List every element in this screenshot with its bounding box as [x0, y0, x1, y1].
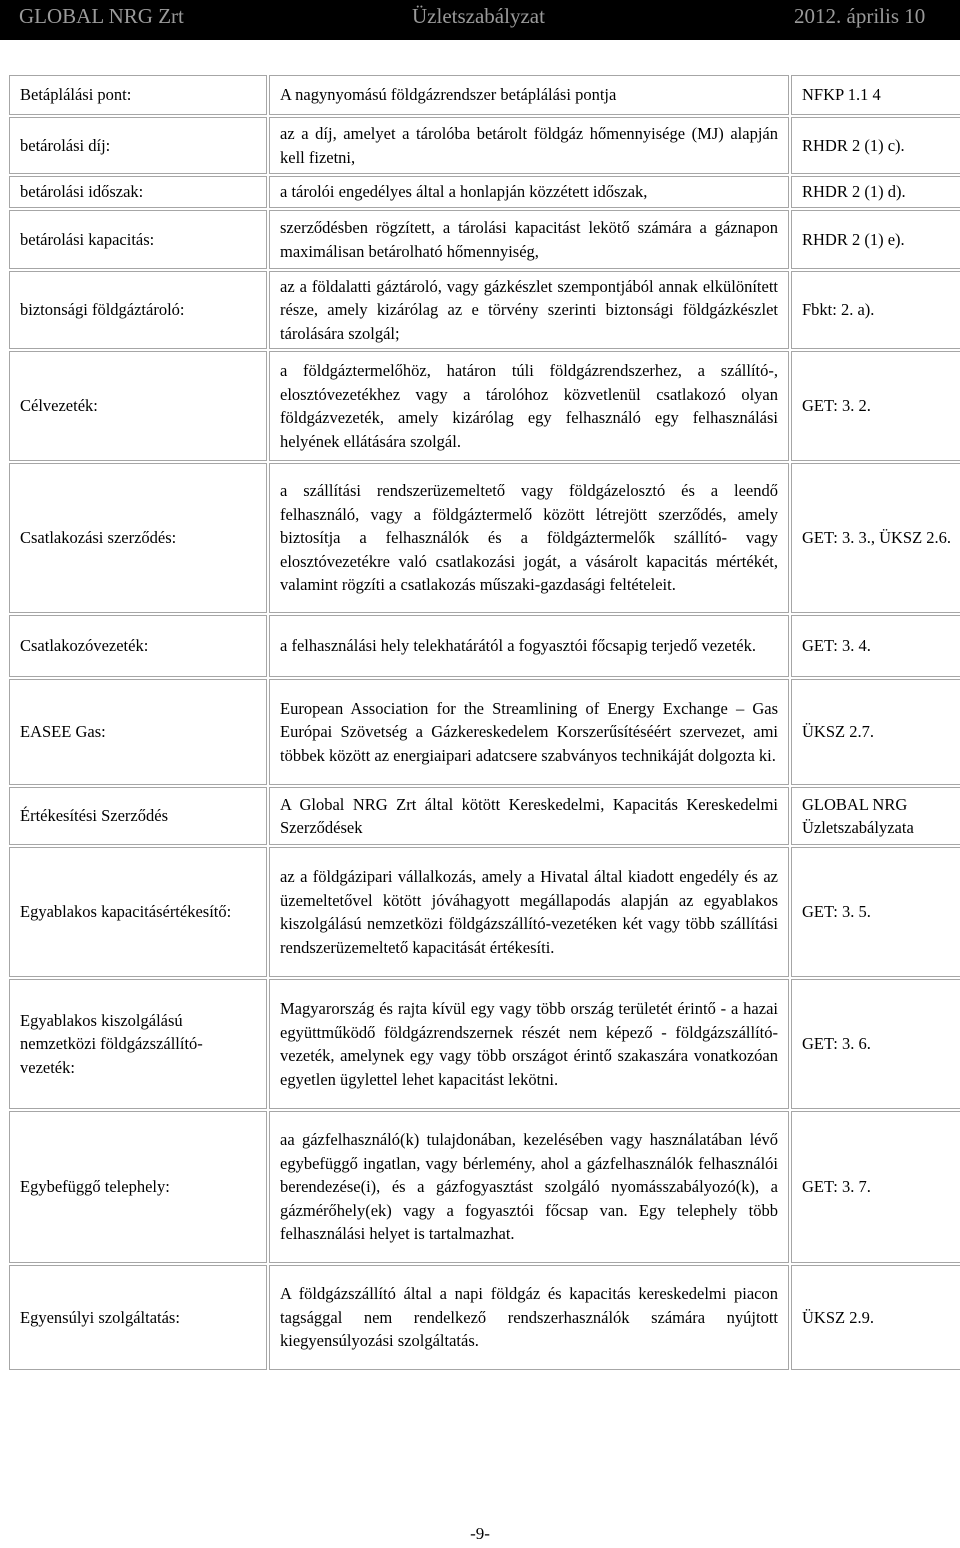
definitions-body [9, 75, 960, 1370]
term-cell: Értékesítési Szerződés [9, 787, 267, 845]
definition-cell: aa gázfelhasználó(k) tulajdonában, kezelésében vagy használatában lévő egybefüggő ingatlan, vagy bérlemény, ahol a gázfelhasználók felhasználói berendezése(i), és a gázfogyasztást szolgáló nyomásszabályozó(k), a gázmérőhely(ek) vagy a fogyasztói főcsap van. Egy telephely több felhasználási helyet is tartalmazhat. [269, 1111, 789, 1263]
table-row [9, 1265, 960, 1370]
table-row [9, 351, 960, 461]
table-row [9, 1111, 960, 1263]
table-row [9, 210, 960, 269]
term-cell: Csatlakozóvezeték: [9, 615, 267, 677]
table-row [9, 117, 960, 174]
table-row [9, 176, 960, 208]
definition-cell: a szállítási rendszerüzemeltető vagy földgázelosztó és a leendő felhasználó, vagy a földgáztermelő között létrejött szerződés, amely biztosítja a felhasználók és a földgáztermelők szállító- vagy elosztóvezetékre való csatlakozási jogát, a vásárolt kapacitás mértékét, valamint rögzíti a csatlakozás műszaki-gazdasági feltételeit. [269, 463, 789, 613]
definition-cell: A nagynyomású földgázrendszer betáplálási pontja [269, 75, 789, 115]
reference-cell: Fbkt: 2. a). [791, 271, 960, 349]
definition-cell: A földgázszállító által a napi földgáz és kapacitás kereskedelmi piacon tagsággal nem rendelkező rendszerhasználók számára nyújtott kiegyensúlyozási szolgáltatás. [269, 1265, 789, 1370]
reference-cell: RHDR 2 (1) d). [791, 176, 960, 208]
reference-cell: RHDR 2 (1) c). [791, 117, 960, 174]
reference-cell: RHDR 2 (1) e). [791, 210, 960, 269]
definition-cell: a tárolói engedélyes által a honlapján közzétett időszak, [269, 176, 789, 208]
reference-cell: NFKP 1.1 4 [791, 75, 960, 115]
term-cell: Célvezeték: [9, 351, 267, 461]
term-cell: betárolási időszak: [9, 176, 267, 208]
table-row [9, 979, 960, 1109]
reference-cell: GET: 3. 2. [791, 351, 960, 461]
definition-cell: a földgáztermelőhöz, határon túli földgázrendszerhez, a szállító-, elosztóvezetékhez vagy a tárolóhoz közvetlenül csatlakozó olyan földgázvezeték, amely kizárólag egy felhasználó egy felhasználási helyének ellátására szolgál. [269, 351, 789, 461]
definition-cell: European Association for the Streamlining of Energy Exchange – Gas Európai Szövetség a Gázkereskedelem Korszerűsítéséért szervezet, ami többek között az energiaipari adatcsere szabványos technikáját dolgozta ki. [269, 679, 789, 785]
term-cell: Egyablakos kapacitásértékesítő: [9, 847, 267, 977]
reference-cell: ÜKSZ 2.9. [791, 1265, 960, 1370]
term-cell: biztonsági földgáztároló: [9, 271, 267, 349]
term-cell: betárolási kapacitás: [9, 210, 267, 269]
reference-cell: ÜKSZ 2.7. [791, 679, 960, 785]
definition-cell: az a földgázipari vállalkozás, amely a Hivatal által kiadott engedély és az üzemeltetővel kötött jóváhagyott megállapodás alapján az egyablakos kiszolgálású nemzetközi földgázszállító-vezetéken két vagy több szállítási rendszerüzemeltető kapacitását értékesíti. [269, 847, 789, 977]
reference-cell: GLOBAL NRG Üzletszabályzata [791, 787, 960, 845]
term-cell: Betáplálási pont: [9, 75, 267, 115]
reference-cell: GET: 3. 5. [791, 847, 960, 977]
table-row [9, 615, 960, 677]
table-row [9, 787, 960, 845]
definition-cell: a felhasználási hely telekhatárától a fogyasztói főcsapig terjedő vezeték. [269, 615, 789, 677]
reference-cell: GET: 3. 7. [791, 1111, 960, 1263]
page-header [0, 0, 960, 40]
table-row [9, 75, 960, 115]
term-cell: Csatlakozási szerződés: [9, 463, 267, 613]
definition-cell: A Global NRG Zrt által kötött Kereskedelmi, Kapacitás Kereskedelmi Szerződések [269, 787, 789, 845]
definition-cell: az a földalatti gáztároló, vagy gázkészlet szempontjából annak elkülönített része, amely kizárólag az e törvény szerinti biztonsági földgázkészlet tárolására szolgál; [269, 271, 789, 349]
header-document-title: Üzletszabályzat [412, 4, 545, 28]
reference-cell: GET: 3. 6. [791, 979, 960, 1109]
definition-cell: Magyarország és rajta kívül egy vagy több ország területét érintő - a hazai együttműködő földgázrendszernek részét nem képező - földgázszállító-vezeték, amelynek egy vagy több országot érintő szakaszára vonatkozóan egyetlen ügylettel lehet kapacitást lekötni. [269, 979, 789, 1109]
definition-cell: az a díj, amelyet a tárolóba betárolt földgáz hőmennyisége (MJ) alapján kell fizetni, [269, 117, 789, 174]
reference-cell: GET: 3. 4. [791, 615, 960, 677]
page-number: -9- [470, 1524, 490, 1543]
term-cell: Egybefüggő telephely: [9, 1111, 267, 1263]
reference-cell: GET: 3. 3., ÜKSZ 2.6. [791, 463, 960, 613]
table-row [9, 847, 960, 977]
term-cell: EASEE Gas: [9, 679, 267, 785]
table-row [9, 271, 960, 349]
term-cell: Egyensúlyi szolgáltatás: [9, 1265, 267, 1370]
definition-cell: szerződésben rögzített, a tárolási kapacitást lekötő számára a gáznapon maximálisan betárolható hőmennyiség, [269, 210, 789, 269]
header-company: GLOBAL NRG Zrt [19, 4, 184, 28]
header-date: 2012. április 10 [794, 4, 926, 28]
table-row [9, 679, 960, 785]
table-row [9, 463, 960, 613]
term-cell: betárolási díj: [9, 117, 267, 174]
term-cell: Egyablakos kiszolgálású nemzetközi földgázszállító-vezeték: [9, 979, 267, 1109]
definitions-table [7, 73, 960, 1372]
